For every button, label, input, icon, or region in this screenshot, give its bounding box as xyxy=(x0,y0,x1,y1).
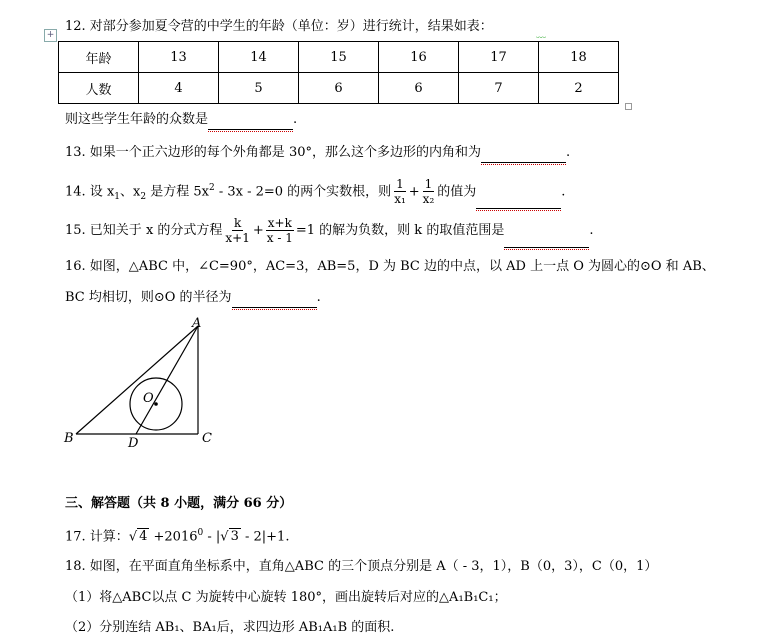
denominator: x - 1 xyxy=(266,231,293,245)
q14-text: 、x xyxy=(120,184,141,200)
answer-blank[interactable] xyxy=(481,144,566,163)
table-cell: 15 xyxy=(299,42,379,73)
q14-text: 14. 设 x xyxy=(65,184,115,200)
q16-text: BC 均相切，则⊙O 的半径为 xyxy=(65,290,232,305)
superscript: 2 xyxy=(208,183,215,193)
table-move-icon[interactable]: + xyxy=(44,29,57,42)
table-cell: 6 xyxy=(379,73,459,104)
subscript: 2 xyxy=(140,191,147,202)
q13-text: 13. 如果一个正六边形的每个外角都是 30°，那么这个多边形的内角和为 xyxy=(65,145,481,160)
fraction xyxy=(223,216,251,245)
table-cell: 13 xyxy=(139,42,219,73)
fraction xyxy=(265,216,295,245)
plus-sign: + xyxy=(252,223,264,238)
answer-blank[interactable] xyxy=(232,289,317,308)
table-cell: 2 xyxy=(539,73,619,104)
numerator: 1 xyxy=(396,177,404,192)
label-b: B xyxy=(64,431,74,446)
answer-blank[interactable] xyxy=(208,111,293,130)
fraction xyxy=(392,177,408,206)
numerator: 1 xyxy=(424,177,433,192)
label-d: D xyxy=(128,436,139,448)
q12-question: 12. 对部分参加夏令营的中学生的年龄（单位：岁）进行统计，结果如表： xyxy=(65,19,493,34)
q12-answer-line xyxy=(65,111,297,130)
q18-part2: （2）分别连结 AB₁、BA₁后，求四边形 AB₁A₁B 的面积. xyxy=(65,620,395,635)
side-ab xyxy=(76,326,198,434)
table-cell: 17 xyxy=(459,42,539,73)
age-stats-table xyxy=(58,41,619,104)
row-header-age: 年龄 xyxy=(59,42,139,73)
denominator: x+1 xyxy=(225,231,250,245)
q14-text: 是方程 5x xyxy=(146,184,209,200)
q17-text: - 2|+1. xyxy=(240,529,290,545)
table-row xyxy=(59,42,619,73)
numerator: x+k xyxy=(267,216,292,230)
table-cell: 18 xyxy=(539,42,619,73)
section-title: 三、解答题（共 8 小题，满分 66 分） xyxy=(65,496,293,511)
label-a: A xyxy=(192,316,202,331)
q17-text: +2016 xyxy=(149,529,198,545)
q18-line1: 18. 如图，在平面直角坐标系中，直角△ABC 的三个顶点分别是 A（ - 3，1），B（0，3），C（0，1） xyxy=(65,559,658,574)
period: . xyxy=(316,290,321,305)
q16-line2 xyxy=(65,289,321,308)
denominator: x₁ xyxy=(394,192,406,207)
label-c: C xyxy=(202,431,212,446)
table-resize-icon[interactable] xyxy=(625,103,632,110)
row-header-count: 人数 xyxy=(59,73,139,104)
table-cell: 7 xyxy=(459,73,539,104)
q17-text: 17. 计算： xyxy=(65,529,129,545)
sqrt-radicand: 4 xyxy=(139,529,148,545)
triangle-figure xyxy=(60,316,220,448)
q13-question xyxy=(65,144,570,163)
subscript: 1 xyxy=(114,191,121,202)
table-cell: 6 xyxy=(299,73,379,104)
table-cell: 16 xyxy=(379,42,459,73)
sqrt-radicand: 3 xyxy=(230,529,239,545)
superscript: 0 xyxy=(197,528,204,538)
period: . xyxy=(565,145,571,160)
table-row xyxy=(59,73,619,104)
q18-part1: （1）将△ABC以点 C 为旋转中心旋转 180°，画出旋转后对应的△A₁B₁C₁； xyxy=(65,590,507,605)
period: . xyxy=(293,112,298,127)
answer-blank[interactable] xyxy=(476,176,561,209)
q14-text: 的值为 xyxy=(437,184,477,200)
table-cell: 14 xyxy=(219,42,299,73)
q15-text: =1 的解为负数，则 k 的取值范围是 xyxy=(295,223,505,238)
table-cell: 5 xyxy=(219,73,299,104)
denominator: x₂ xyxy=(422,192,435,207)
q16-line1: 16. 如图，△ABC 中，∠C=90°，AC=3，AB=5，D 为 BC 边的中点，以 AD 上一点 O 为圆心的⊙O 和 AB、 xyxy=(65,259,715,274)
center-o-dot xyxy=(154,402,158,406)
q15-text: 15. 已知关于 x 的分式方程 xyxy=(65,223,223,238)
q14-question xyxy=(65,172,565,213)
q17-text: - | xyxy=(203,529,221,545)
period: . xyxy=(561,184,566,200)
q12-answer-prefix: 则这些学生年龄的众数是 xyxy=(65,112,209,127)
plus-sign: + xyxy=(408,184,420,200)
period: . xyxy=(589,223,594,238)
fraction xyxy=(421,177,437,206)
q15-question xyxy=(65,215,593,248)
answer-blank[interactable] xyxy=(504,215,589,248)
label-o: O xyxy=(143,391,154,406)
spellcheck-mark: ﹏ xyxy=(536,29,546,40)
table-cell: 4 xyxy=(139,73,219,104)
q17-question: 17. 计算：√ $4 +2016^0$ - |√ 3 - 2|+1. xyxy=(65,528,290,545)
q14-text: - 3x - 2=0 的两个实数根，则 xyxy=(214,184,392,200)
numerator: k xyxy=(234,216,242,230)
